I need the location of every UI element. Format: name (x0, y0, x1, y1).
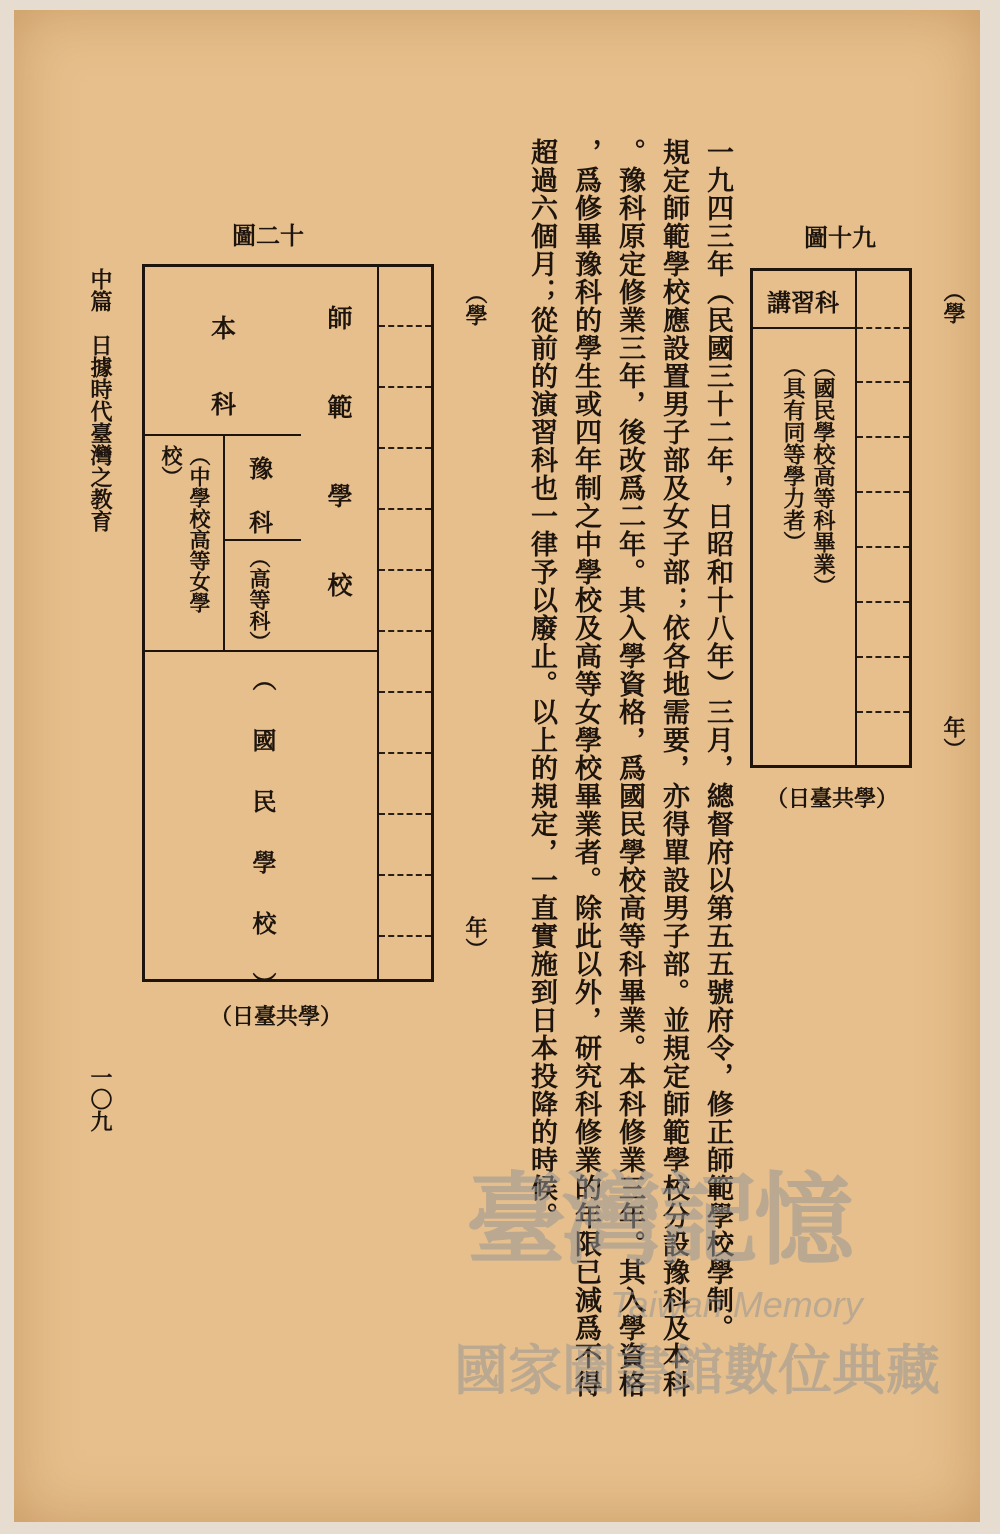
figure20-yoka-sub: （高等科） (247, 547, 272, 652)
book-page (14, 10, 980, 1522)
body-column-4: ，爲修畢豫科的學生或四年制之中學校及高等女學校畢業者。除此以外，研究科修業的年限已減爲不得 (570, 138, 601, 1398)
running-header: 中篇 日據時代臺灣之教育 (87, 268, 113, 532)
watermark-english: Taiwan Memory (610, 1284, 863, 1325)
figure19-body-line2: （具有同等學力者） (780, 355, 806, 553)
watermark-org: 國家圖書館數位典藏 (454, 1339, 940, 1402)
figure20-caption: （日臺共學） (210, 1004, 343, 1030)
body-column-2: 規定師範學校應設置男子部及女子部；依各地需要，亦得單設男子部。並規定師範學校分設豫科及本科 (658, 138, 689, 1398)
figure19-caption: （日臺共學） (766, 786, 899, 812)
figure20-middle-school-line2: 校） (159, 445, 184, 487)
body-column-3: 。豫科原定修業三年，後改爲二年。其入學資格，爲國民學校高等科畢業。本科修業三年。其入學資格 (614, 138, 645, 1398)
figure20-honka-2: 科 (211, 390, 237, 419)
figure19-diagram (750, 268, 912, 768)
figure20-honka-1: 本 (211, 314, 237, 343)
figure19-body-line1: （國民學校高等科畢業） (810, 355, 836, 597)
figure20-axis-top: （學 (462, 282, 488, 326)
figure20-national-school: （國民學校） (248, 667, 277, 1033)
page-number: 一〇九 (87, 1066, 113, 1132)
body-column-1: 一九四三年（民國三十二年，日昭和十八年）三月，總督府以第五五號府令，修正師範學校學制。 (702, 138, 733, 1342)
figure20-middle-school-line1: （中學校高等女學 (187, 445, 212, 613)
figure19-title: 圖十九 (804, 223, 876, 252)
figure20-yoka-1: 豫 (249, 454, 273, 483)
figure20-yoka-2: 科 (249, 508, 273, 537)
figure20-axis-bottom: 年） (462, 916, 488, 960)
watermark-logo: 臺灣記憶 (466, 1161, 850, 1279)
figure19-axis-top: （學 (940, 280, 966, 324)
figure20-title: 圖二十 (232, 221, 304, 250)
figure19-axis-bottom: 年） (940, 716, 966, 760)
body-column-5: 超過六個月；從前的演習科也一律予以廢止。以上的規定，一直實施到日本投降的時候。 (526, 138, 557, 1230)
figure20-header: 師範學校 (324, 305, 353, 661)
figure19-top-cell: 講習科 (767, 288, 839, 317)
